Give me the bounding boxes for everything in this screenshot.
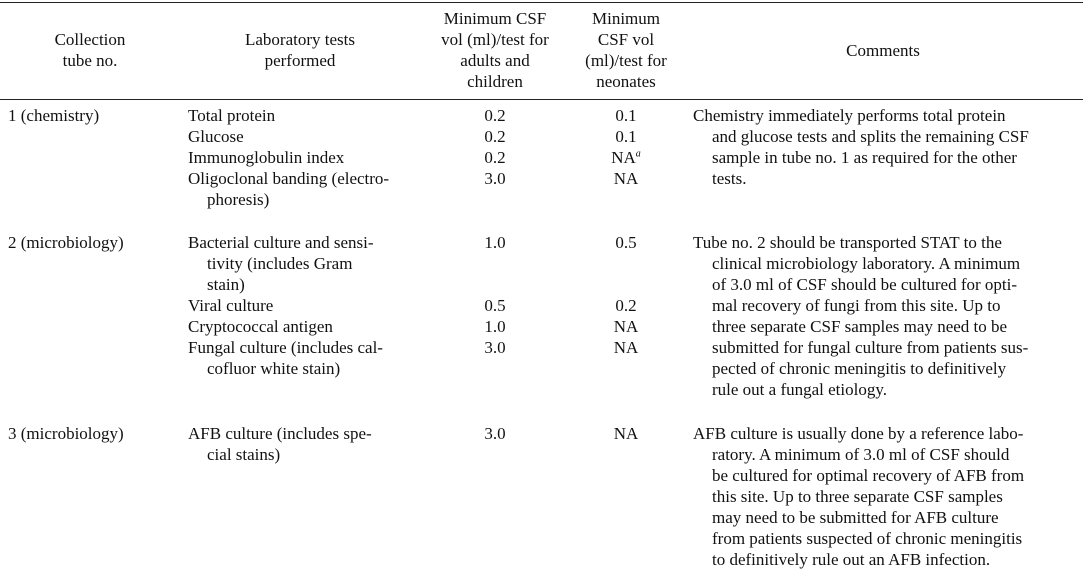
neonate-volume: 0.1 [615,106,637,125]
neonate-volume: NA [613,424,639,443]
neonate-volume: 0.5 [615,233,637,252]
table-top-rule [0,2,1083,3]
test-name: AFB culture (includes spe- cial stains) [188,424,372,464]
comment-block: Chemistry immediately performs total protein and glucose tests and splits the remaining CSF sample in tube no. 1 as required for the other tests. [693,106,1029,188]
neonate-volume: NA [613,169,639,188]
header-collection-tube: Collection tube no. [54,30,126,70]
neonate-volume: NA$^a$ [611,148,641,167]
adult-volume: 1.0 [484,317,506,336]
test-name: Fungal culture (includes cal- cofluor white stain) [188,338,383,378]
adult-volume: 0.2 [484,148,506,167]
header-min-vol-adults: Minimum CSF vol (ml)/test for adults and children [441,9,549,91]
neonate-volume: NA [613,338,639,357]
neonate-volume: NA [613,317,639,336]
header-comments: Comments [846,41,920,60]
test-name: Bacterial culture and sensi- tivity (includes Gram stain) [188,233,374,294]
footnote-marker: a [635,148,641,160]
header-laboratory-tests: Laboratory tests performed [245,30,355,70]
adult-volume: 0.2 [484,127,506,146]
test-name: Viral culture [188,296,274,315]
table-header-rule [0,99,1083,100]
tube-label: 3 (microbiology) [8,424,124,443]
comment-block: Tube no. 2 should be transported STAT to the clinical microbiology laboratory. A minimum of 3.0 ml of CSF should be cultured for opti- mal recovery of fungi from this site. Up to three separate CSF samples may need to be submitted for fungal culture from patients sus- pected of chronic meningitis to definitively rule out a fungal etiology. [693,233,1029,399]
tube-label: 1 (chemistry) [8,106,100,125]
test-name: Total protein [188,106,276,125]
adult-volume: 3.0 [484,338,506,357]
adult-volume: 1.0 [484,233,506,252]
adult-volume: 3.0 [484,424,506,443]
neonate-volume: 0.1 [615,127,637,146]
adult-volume: 3.0 [484,169,506,188]
test-name: Cryptococcal antigen [188,317,333,336]
adult-volume: 0.2 [484,106,506,125]
header-min-vol-neonates: Minimum CSF vol (ml)/test for neonates [585,9,667,91]
test-name: Oligoclonal banding (electro- phoresis) [188,169,390,209]
neonate-volume: 0.2 [615,296,637,315]
tube-label: 2 (microbiology) [8,233,124,252]
test-name: Immunoglobulin index [188,148,345,167]
test-name: Glucose [188,127,244,146]
adult-volume: 0.5 [484,296,506,315]
comment-block: AFB culture is usually done by a reference labo- ratory. A minimum of 3.0 ml of CSF should be cultured for optimal recovery of AFB from this site. Up to three separate CSF samples may need to be submitted for AFB culture from patients suspected of chronic meningitis to definitively rule out an AFB infection. [693,424,1025,569]
